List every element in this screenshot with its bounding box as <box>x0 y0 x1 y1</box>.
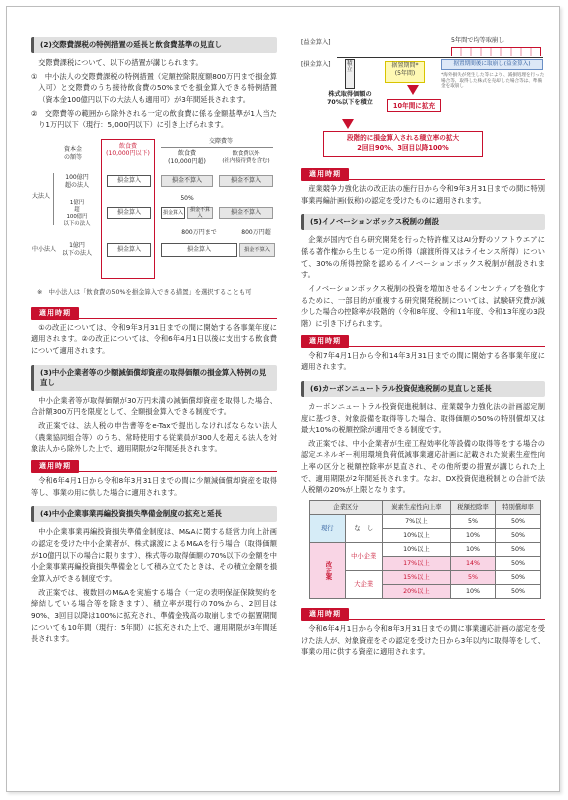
section-5-apply: 令和7年4月1日から令和14年3月31日までの間に開始する各事業年度に適用されます。 <box>301 350 545 372</box>
cell-r0-c1: 5% <box>451 515 496 529</box>
section-2-item-2: ② 交際費等の範囲から除外される一定の飲食費に係る金額基準が1人当たり1万円以下（現行：5,000円以下）に引き上げられます。 <box>31 108 277 130</box>
current-label: 現行 <box>310 515 346 543</box>
apply-badge-2: 適用時期 <box>31 307 79 320</box>
section-5-p1: 企業が国内で自ら研究開発を行った特許権又はAI分野のソフトウエアに係る著作権から生じる一定の所得（譲渡所得又はライセンス所得）について、30%の所得控除を認めるイノベーションボックス税制が創設されます。 <box>301 235 545 280</box>
up-to-8m-label: 800万円まで <box>181 229 217 237</box>
row2-other-nondeductible: 損金不算入 <box>219 207 273 219</box>
accumulation-rate-box: 段階的に損金算入される積立率の拡大 2回目90%、3回目以降100% <box>323 131 483 157</box>
header-company: 企業区分 <box>310 501 383 515</box>
apply-badge-A: 適用時期 <box>301 168 349 181</box>
cell-r5-c2: 50% <box>496 585 541 599</box>
cell-r2-c0: 10%以上 <box>382 543 450 557</box>
cell-r0-c2: 50% <box>496 515 541 529</box>
section-6-p2: 改正案では、中小企業者が生産工程効率化等設備の取得等をする場合の認定エネルギー利用環境負荷低減事業適応計画に記載された炭素生産性向上率の区分と税額控除率が見直され、その他所要の措置が講じられた上で、適用期限が2年間延長されます。なお、DX投資促進税制との合計で法人税額の20%が上限となります。 <box>301 438 545 495</box>
section-3-apply: 令和6年4月1日から令和8年3月31日までの間に少額減価償却資産を取得等し、事業の用に供した場合に適用されます。 <box>31 475 277 497</box>
cell-r3-c0: 17%以上 <box>382 557 450 571</box>
cell-r5-c1: 10% <box>451 585 496 599</box>
apply-badge-6: 適用時期 <box>301 608 349 621</box>
proposal-label: 改正案 <box>310 543 346 599</box>
section-3-p2: 改正案では、法人税の申告書等をe-Taxで提出しなければならない法人（農業協同組合等）のうち、常時使用する従業員が300人を超える法人を対象法人から除外した上で、適用期限が2年間延長されます。 <box>31 420 277 454</box>
cell-r1-c1: 10% <box>451 529 496 543</box>
section-2-apply: ①の改正については、令和9年3月31日までの間に開始する各事業年度に適用されます。②の改正については、令和6年4月1日以後に支出する飲食費について適用されます。 <box>31 322 277 356</box>
expense-header: 交際費等 <box>208 138 233 146</box>
row2-food-deductible: 損金算入 <box>107 207 151 219</box>
cell-r2-c2: 50% <box>496 543 541 557</box>
row-over-10b-label: 100億円 超の法人 <box>64 174 89 189</box>
header-carbon: 炭素生産性向上率 <box>382 501 450 515</box>
section-6-apply: 令和6年4月1日から令和8年3月31日までの間に事業適応計画の認定を受けた法人が、対象資産をその認定を受けた日から3年以内に取得等をして、事業の用に供する資産に適用されます。 <box>301 624 545 657</box>
row1-food-deductible: 損金算入 <box>107 175 151 187</box>
right-column <box>301 37 545 660</box>
row3-nondeductible: 損金不算入 <box>239 243 275 257</box>
row2-half-deductible: 損金算入 <box>161 207 185 219</box>
section-6-p1: カーボンニュートラル投資促進税制は、産業競争力強化法の計画認定制度に基づき、対象設備を取得等した場合、取得価額の50%の特別償却又は最大10%の税額控除が適用できる制度です。 <box>301 401 545 435</box>
entertainment-expense-diagram <box>31 135 277 285</box>
header-tax: 税額控除率 <box>451 501 496 515</box>
section-3-heading: (3)中小企業者等の少額減価償却資産の取得価額の損金算入特例の見直し <box>31 365 277 391</box>
acquisition-70-label: 株式取得価額の 70%以下を積立 <box>327 91 373 107</box>
cell-r0-c0: 7%以上 <box>382 515 450 529</box>
diagram-footnote: *海外損失が発生した等により、減損処理を行った場合等、取得した株式を売却した場合等は、準備金を取崩し <box>441 73 545 90</box>
row2-half-nondeductible: 損金不算入 <box>187 207 213 219</box>
sme-row-label: 中小企業 <box>345 543 382 571</box>
post-deferral-box: 据置期間後に取崩し(益金算入) <box>441 59 543 70</box>
right-apply-A: 産業競争力強化法の改正法の施行日から令和9年3月31日までの間に特別事業再編計画(仮称)の認定を受けたものに適用されます。 <box>301 184 545 205</box>
cell-r4-c2: 50% <box>496 571 541 585</box>
non-food-header: 飲食費以外 (社内接待費を含む) <box>222 151 270 164</box>
section-5-p2: イノベーションボックス税制の投資を増加させるインセンティブを強化するために、一部目的が重複する研究開発税制については、試験研究費が減少した場合の控除率が段階的（令和8年度、令和11年度、令和13年度の3段階）に引き下げられます。 <box>301 283 545 328</box>
food-under-10000-column: 飲食費 (10,000円以下) <box>101 139 155 279</box>
carbon-rate-table <box>309 500 541 599</box>
capital-header: 資本金 の額等 <box>63 146 82 161</box>
food-over-10000-header: 飲食費 (10,000円超) <box>168 150 206 165</box>
row1-other-nondeductible: 損金不算入 <box>219 175 273 187</box>
cell-r2-c1: 10% <box>451 543 496 557</box>
section-4-p1: 中小企業事業再編投資損失準備金制度は、M&Aに関する経営力向上計画の認定を受けた中小企業者が、株式譲渡によるM&Aを行う場合（取得価額が10億円以下の場合に限ります）、株式等の取得価額の70%以下の金額を中小企業事業再編投資損失準備金として積み立てたときは、その積立金額を損金算入ができる制度です。 <box>31 527 277 583</box>
section-4-heading: (4)中小企業事業再編投資損失準備金制度の拡充と延長 <box>31 506 277 522</box>
cell-r3-c1: 14% <box>451 557 496 571</box>
large-corp-label: 大法人 <box>31 193 50 201</box>
loss-label: [損金算入] <box>301 61 331 68</box>
section-6-heading: (6)カーボンニュートラル投資促進税制の見直しと延長 <box>301 381 545 397</box>
cell-r5-c0: 20%以上 <box>382 585 450 599</box>
apply-badge-5: 適用時期 <box>301 335 349 348</box>
cell-r4-c1: 5% <box>451 571 496 585</box>
section-3-p1: 中小企業者等が取得価額が30万円未満の減価償却資産を取得した場合、合計額300万円を限度として、全額損金算入できる制度です。 <box>31 395 277 417</box>
section-2-note: ※ 中小法人は「飲食費の50%を損金算入できる措置」を選択することも可 <box>37 288 252 296</box>
ten-year-box: 10年間に拡充 <box>387 99 441 112</box>
cell-r4-c0: 15%以上 <box>382 571 450 585</box>
row3-food-deductible: 損金算入 <box>107 243 151 257</box>
row-1b-10b-label: 1億円 超 100億円 以下の法人 <box>63 200 91 227</box>
left-column <box>31 37 277 647</box>
document-page <box>6 6 560 792</box>
fifty-percent-label: 50% <box>180 195 194 203</box>
apply-badge-3: 適用時期 <box>31 460 79 473</box>
deferral-period-box: 据置期間* (5年間) <box>385 61 425 83</box>
row-under-1b-label: 1億円 以下の法人 <box>61 242 92 257</box>
none-label: な し <box>345 515 382 543</box>
section-4-p2: 改正案では、複数回のM&Aを実施する場合（一定の表明保証保険契約を締結している場合等を除きます）、積立率が現行の70%から、2回目は90%、3回目以降は100%に拡充され、準備金残高の取崩しまでの据置期間についても10年間（現行：5年間）に拡充された上で、適用期限が3年間延長されます。 <box>31 587 277 644</box>
section-2-item-1: ① 中小法人の交際費課税の特例措置（定額控除限度額800万円まで損金算入可）と交際費のうち接待飲食費の50%までを損金算入できる特例措置（資本金100億円以下の大法人も適用可）が3年間延長されます。 <box>31 71 277 104</box>
cell-r1-c0: 10%以上 <box>382 529 450 543</box>
reserve-label: 積立 <box>347 61 353 74</box>
over-8m-label: 800万円超 <box>241 229 271 237</box>
section-5-heading: (5)イノベーションボックス税制の創設 <box>301 214 545 230</box>
row3-deductible: 損金算入 <box>161 243 237 257</box>
cell-r3-c2: 50% <box>496 557 541 571</box>
section-2-intro: 交際費課税について、以下の措置が講じられます。 <box>38 57 203 67</box>
header-depreciation: 特別償却率 <box>496 501 541 515</box>
large-row-label: 大企業 <box>345 571 382 599</box>
reserve-diagram <box>301 37 545 165</box>
cell-r1-c2: 50% <box>496 529 541 543</box>
gain-label: [益金算入] <box>301 39 331 46</box>
sme-label: 中小法人 <box>31 246 56 254</box>
five-year-label: 5年間で均等取崩し <box>451 37 505 44</box>
section-2-heading: (2)交際費課税の特例措置の延長と飲食費基準の見直し <box>31 37 277 53</box>
row1-food-nondeductible: 損金不算入 <box>161 175 213 187</box>
